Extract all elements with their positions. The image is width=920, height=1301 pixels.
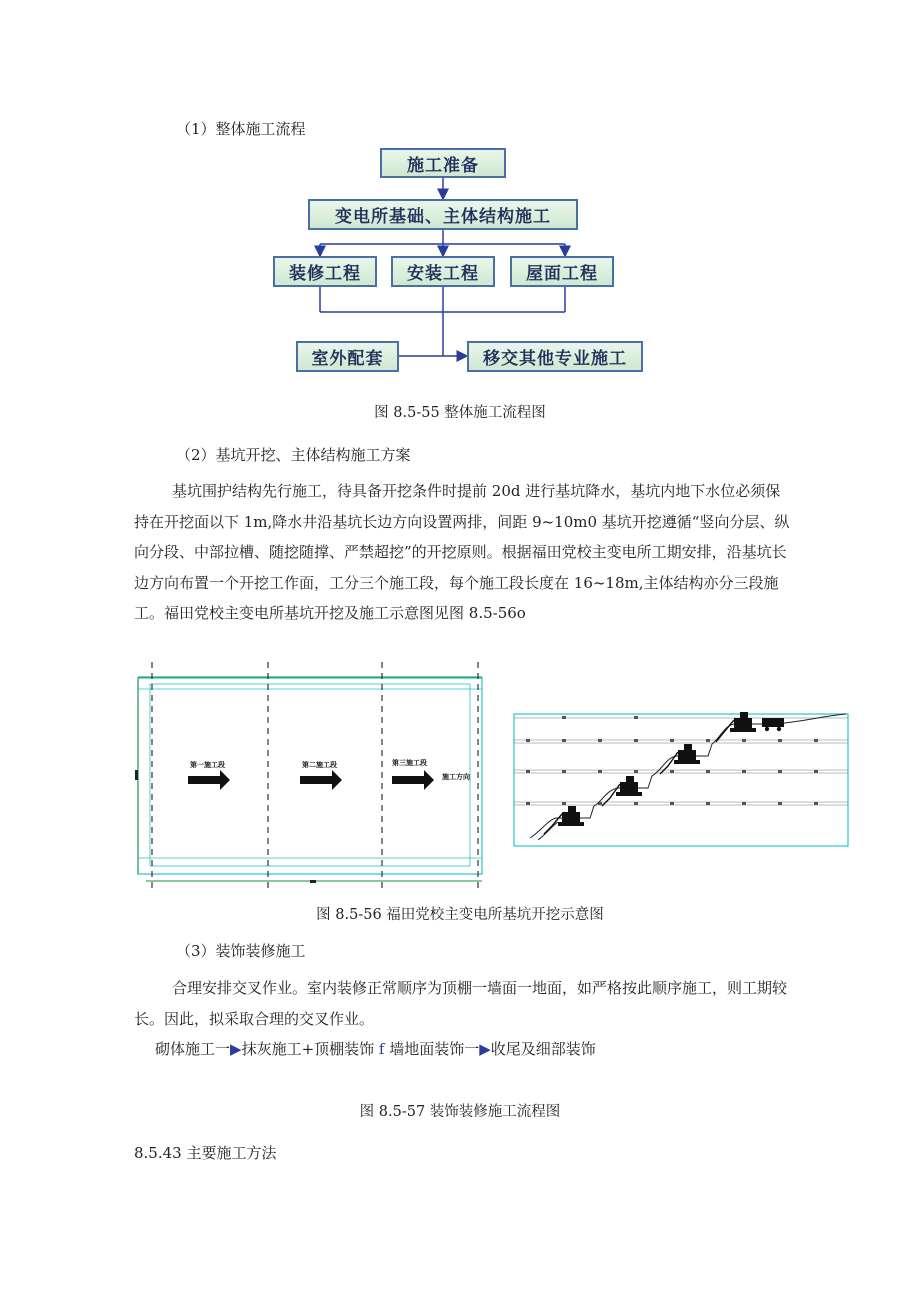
sequence-separator: f: [374, 1040, 390, 1058]
sequence-step-2: 抹灰施工+顶棚装饰: [241, 1040, 375, 1058]
section-2-heading: （2）基坑开挖、主体结构施工方案: [176, 446, 411, 464]
flow-box-installation: 安装工程: [391, 256, 495, 287]
flow-box-outdoor: 室外配套: [296, 341, 399, 372]
section-1-heading: （1）整体施工流程: [176, 120, 306, 138]
stage-3-label: 第三施工段: [392, 759, 427, 767]
flow-box-handover: 移交其他专业施工: [467, 341, 643, 372]
direction-label: 施工方向: [442, 773, 470, 781]
figure-55-caption: 图 8.5-55 整体施工流程图: [374, 405, 546, 421]
stage-1-label: 第一施工段: [190, 761, 225, 769]
sequence-step-4: 收尾及细部装饰: [490, 1040, 596, 1058]
figure-56-caption: 图 8.5-56 福田党校主变电所基坑开挖示意图: [316, 907, 604, 923]
flow-box-prep: 施工准备: [380, 148, 506, 178]
section-3-heading: （3）装饰装修施工: [176, 942, 306, 960]
flow-box-roof: 屋面工程: [510, 256, 614, 287]
flow-box-foundation: 变电所基础、主体结构施工: [308, 199, 578, 230]
pit-plan-svg: [130, 662, 492, 888]
flow-box-decoration: 装修工程: [273, 256, 377, 287]
pit-section-svg: [512, 706, 850, 848]
sequence-step-3: 墙地面装饰一: [389, 1040, 480, 1058]
section-2-paragraph: 基坑围护结构先行施工，待具备开挖条件时提前 20d 进行基坑降水，基坑内地下水位必须保持在开挖面以下 1m,降水井沿基坑长边方向设置两排，间距 9~10m0 基坑开挖遵循“竖向分层、纵向分段、中部拉槽、随挖随撑、严禁超挖”的开挖原则。根据福田党校主变电所工期安排，沿基坑长边方向布置一个开挖工作面，工分三个施工段，每个施工段长度在 16~18m,主体结构亦分三段施工。福田党校主变电所基坑开挖及施工示意图见图 8.5-56o: [134, 482, 790, 622]
sequence-step-1: 砌体施工一: [155, 1040, 231, 1058]
stage-2-label: 第二施工段: [302, 761, 337, 769]
sequence-arrow-2-icon: ▶: [479, 1040, 491, 1058]
section-4-heading: 8.5.43 主要施工方法: [134, 1144, 277, 1162]
figure-57-caption: 图 8.5-57 装饰装修施工流程图: [359, 1104, 561, 1120]
sequence-arrow-1-icon: ▶: [230, 1040, 242, 1058]
decoration-sequence: [155, 1038, 596, 1059]
section-3-paragraph: 合理安排交叉作业。室内装修正常顺序为顶棚一墙面一地面，如严格按此顺序施工，则工期较长。因此，拟采取合理的交叉作业。: [134, 979, 788, 1028]
